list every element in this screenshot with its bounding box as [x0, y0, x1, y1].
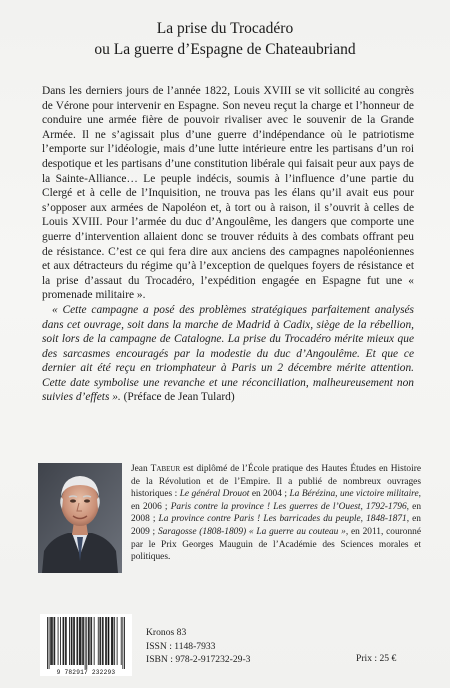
isbn-text: ISBN : 978-2-917232-29-3	[146, 654, 251, 665]
barcode-bar	[73, 617, 74, 665]
publication-info	[146, 626, 250, 667]
barcode-bar	[99, 617, 100, 665]
barcode-bar	[50, 617, 51, 665]
barcode-bar	[54, 617, 55, 665]
bio-sep-4: , en 2009 ;	[131, 514, 421, 537]
barcode-bar	[79, 617, 80, 665]
barcode-number: 9 782917 232293	[56, 669, 116, 676]
barcode-bar	[63, 617, 64, 665]
barcode-bar	[122, 617, 123, 669]
author-photo	[38, 463, 122, 573]
author-portrait-image	[38, 463, 122, 573]
book-title-5: Saragosse (1808-1809) « La guerre au couteau »	[157, 526, 346, 537]
barcode-bar	[102, 617, 103, 665]
barcode-bar	[124, 617, 125, 669]
price-label: Prix : 25 €	[356, 653, 397, 664]
barcode-bar	[71, 617, 72, 665]
bio-sep-3: , en 2008 ;	[131, 501, 422, 525]
book-title-3: Paris contre la province ! Les guerres de l’Ouest, 1792-1796	[170, 501, 407, 512]
barcode-bar	[114, 617, 115, 665]
book-title-4: La province contre Paris ! Les barricades du peuple, 1848-1871	[158, 514, 407, 525]
author-first-name: Jean	[131, 464, 148, 474]
barcode-bar	[80, 617, 81, 665]
barcode-bar	[85, 617, 86, 669]
barcode-bar	[65, 617, 66, 665]
barcode-bar	[109, 617, 110, 665]
title-line-2: ou La guerre d’Espagne de Chateaubriand	[94, 41, 356, 58]
summary-text	[42, 84, 414, 405]
barcode-bar	[89, 617, 90, 665]
author-biography	[131, 463, 421, 564]
barcode-bars	[40, 614, 132, 670]
barcode-bar	[72, 617, 73, 665]
barcode-bar	[88, 617, 89, 665]
bio-end: , en 2011, couronné par le Prix Georges Mauguin de l’Académie des Sciences morales et politiques.	[131, 526, 422, 563]
barcode-bar	[60, 617, 61, 665]
barcode-bar	[90, 617, 91, 665]
barcode-bar	[54, 617, 55, 665]
barcode-bar	[100, 617, 101, 665]
barcode-bar	[66, 617, 67, 665]
barcode-bar	[49, 617, 50, 669]
barcode-bar	[98, 617, 99, 665]
issn-text: ISSN : 1148-7933	[146, 640, 216, 652]
barcode-bar	[83, 617, 84, 665]
barcode-bar	[81, 617, 82, 665]
book-title-1: Le général Drouot	[179, 489, 250, 500]
book-title	[20, 18, 430, 60]
barcode-bar	[74, 617, 75, 665]
barcode-bar	[113, 617, 114, 665]
isbn-barcode	[40, 614, 132, 676]
title-line-1: La prise du Trocadéro	[156, 20, 294, 37]
bio-sep-1: en 2004 ;	[251, 489, 287, 500]
summary-paragraph: Dans les derniers jours de l’année 1822, Louis XVIII se vit sollicité au congrès de Vérone pour intervenir en Espagne. Son neveu reçut la charge et l’honneur de conduire une armée fière de pouvoir rivaliser avec le souvenir de la Grande Armée. Il ne s’agissait plus d’une guerre d’indépendance où le patriotisme l’emporte sur l’idéologie, mais d’une lutte intérieure entre les partisans d’un roi despotique et les partisans d’une constitution libérale qui faisait peur aux pays de la Sainte-Alliance… Le peuple indécis, soumis à l’influence d’une partie du Clergé et à celle de l’Inquisition, ne trouva pas les élans qu’il avait eus pour s’opposer aux armées de Napoléon et, à tort ou à raison, il s’ouvrit à celles de Louis XVIII. Pour l’armée du duc d’Angoulême, les dangers que comporte une guerre d’intervention allaient donc se trouver réduits à des combats offrant peu de résistance. C’est ce qui fera dire aux anciens des campagnes napoléoniennes et aux détracteurs du régime qu’à l’exception de quelques foyers de résistance et la prise d’assaut du Trocadéro, l’expédition engagée en Espagne fut une « promenade militaire ».	[42, 85, 414, 302]
barcode-bar	[51, 617, 52, 665]
barcode-bar	[103, 617, 104, 665]
preface-source: (Préface de Jean Tulard)	[123, 391, 235, 404]
barcode-bar	[86, 617, 87, 669]
barcode-bar	[63, 617, 64, 665]
barcode-bar	[117, 617, 118, 665]
barcode-bar	[105, 617, 106, 665]
barcode-bar	[77, 617, 78, 665]
bio-intro: est diplômé de l’École pratique des Hautes Études en Histoire de la Révolution et de l’Empire. Il a publié de nombreux ouvrages historiques :	[131, 464, 421, 500]
bio-sep-2: , en 2006 ;	[131, 489, 421, 512]
barcode-bar	[82, 617, 83, 665]
author-last-name: Tabeur	[150, 464, 181, 474]
barcode-bar	[108, 617, 109, 665]
barcode-bar	[47, 617, 48, 669]
barcode-bar	[121, 617, 122, 665]
preface-quote-text: « Cette campagne a posé des problèmes stratégiques parfaitement analysés dans cet ouvrage, soit dans la marche de Madrid à Cadix, siège de la rébellion, soit lors de la campagne de Catalogne. La prise du Trocadéro mérite mieux que des sarcasmes encouragés par la modestie du duc d’Angoulême. Et que ce dernier ait été reçu en triomphateur à Paris un 2 décembre mérite attention. Cette date symbolise une revanche et une réconciliation, malheureusement non suivies d’effets ».	[42, 303, 414, 404]
barcode-bar	[77, 617, 78, 665]
collection-name: Kronos 83	[146, 627, 187, 638]
book-title-2: La Bérézina, une victoire militaire	[289, 489, 419, 500]
barcode-bar	[111, 617, 112, 665]
barcode-bar	[52, 617, 53, 665]
barcode-bar	[94, 617, 95, 665]
barcode-bar	[69, 617, 70, 665]
preface-quote	[42, 303, 414, 405]
barcode-bar	[112, 617, 113, 665]
barcode-bar	[106, 617, 107, 665]
barcode-bar	[58, 617, 59, 665]
barcode-bar	[91, 617, 92, 665]
